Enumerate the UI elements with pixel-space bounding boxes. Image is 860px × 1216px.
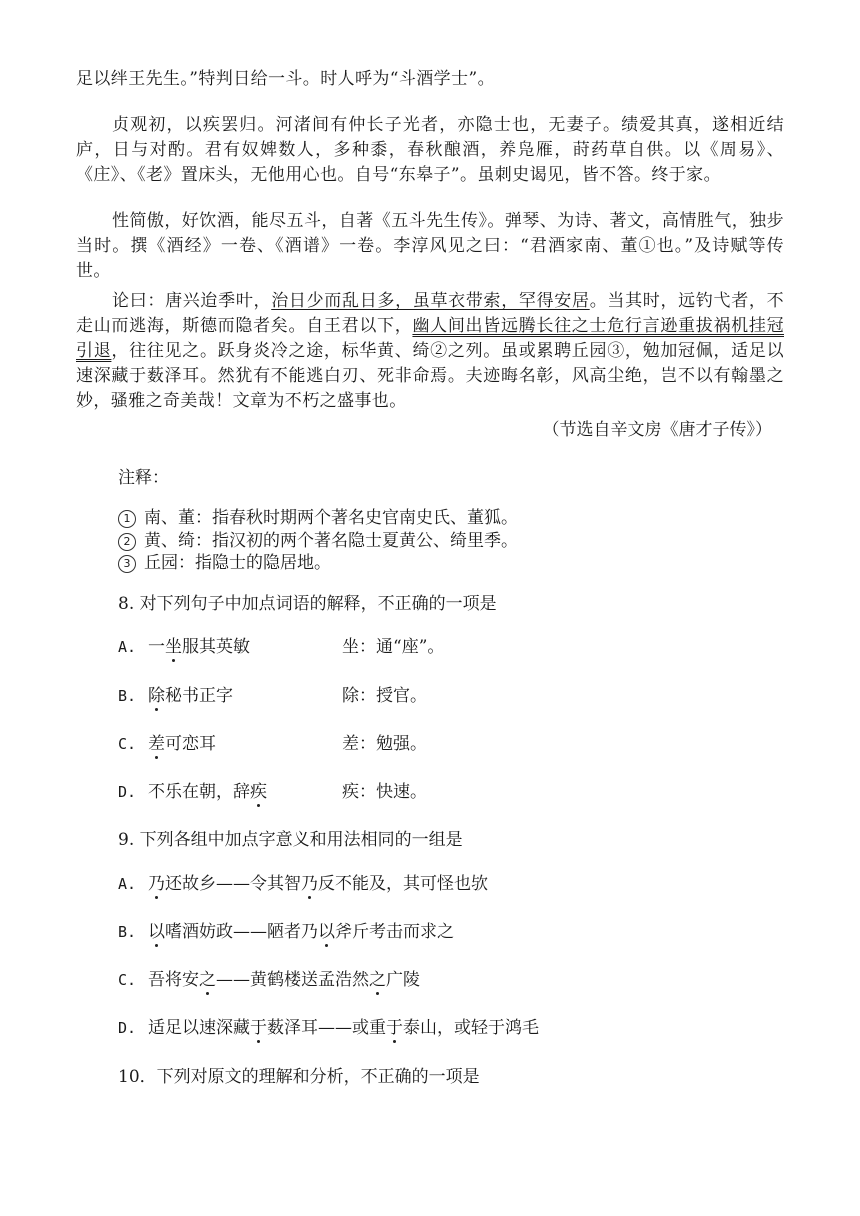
dotted-char: 之 <box>369 970 386 990</box>
option-label: A. <box>118 638 137 656</box>
dotted-word: 差 <box>148 734 165 754</box>
option-text: 广陵 <box>386 970 420 990</box>
paragraph-3-text-b: 。当其时，远钓弋者，不走山而逃海，斯德而隐者矣。自王君以下， <box>76 291 785 336</box>
dotted-char: 以 <box>318 922 335 942</box>
option-text: 秘书正字 <box>165 686 233 706</box>
notes-heading: 注释： <box>118 468 169 488</box>
note-number-badge: 3 <box>118 555 136 573</box>
paragraph-3-text-a: 论曰：唐兴迨季叶， <box>112 291 272 311</box>
option-text: 不乐在朝，辞 <box>148 782 250 802</box>
option-label: B. <box>118 687 137 705</box>
dotted-word: 疾 <box>250 782 267 802</box>
dotted-char: 乃 <box>301 874 318 894</box>
q9-option-b <box>118 920 454 944</box>
option-label: C. <box>118 971 137 989</box>
passage-paragraph-3 <box>76 289 784 414</box>
paragraph-3-text-c: ，往往见之。跃身炎冷之途，标华黄、绮②之列。虽或累聘丘园③，勉加冠佩，适足以速深藏于薮泽耳。然犹有不能逃白刃、死非命焉。夫迹晦名彰，风高尘绝，岂不以有翰墨之妙，骚雅之奇美哉！文章为不朽之盛事也。 <box>76 341 784 411</box>
option-text: 可恋耳 <box>165 734 216 754</box>
option-text: ——黄鹤楼送孟浩然 <box>216 970 369 990</box>
option-text: 吾将安 <box>148 970 199 990</box>
dotted-word: 除 <box>148 686 165 706</box>
dotted-char: 之 <box>199 970 216 990</box>
note-text: 南、董：指春秋时期两个著名史官南史氏、董狐。 <box>144 508 518 528</box>
option-text: 还故乡——令其智 <box>165 874 301 894</box>
underlined-sentence-2: 幽人间出皆远腾长往之士危行言逊重拔祸机挂冠引退 <box>76 316 784 361</box>
option-label: B. <box>118 923 137 941</box>
question-10-stem: 10．下列对原文的理解和分析，不正确的一项是 <box>118 1067 480 1087</box>
dotted-char: 乃 <box>148 874 165 894</box>
option-text: 泰山，或轻于鸿毛 <box>403 1018 539 1038</box>
q9-option-d <box>118 1016 539 1040</box>
option-explanation: 差：勉强。 <box>342 734 427 754</box>
q9-option-a <box>118 872 488 896</box>
option-label: C. <box>118 735 137 753</box>
note-text: 丘园：指隐士的隐居地。 <box>144 553 331 573</box>
option-label: A. <box>118 875 137 893</box>
passage-paragraph-1: 贞观初，以疾罢归。河渚间有仲长子光者，亦隐士也，无妻子。绩爱其真，遂相近结庐，日与对酌。君有奴婢数人，多种黍，春秋酿酒，养凫雁，莳药草自供。以《周易》、《庄》、《老》置床头，无他用心也。自号“东皋子”。虽刺史谒见，皆不答。终于家。 <box>76 115 784 185</box>
source-citation: （节选自辛文房《唐才子传》） <box>542 420 772 440</box>
dotted-word: 坐 <box>165 637 182 657</box>
note-text: 黄、绮：指汉初的两个著名隐士夏黄公、绮里季。 <box>144 531 518 551</box>
q8-option-b <box>118 684 427 708</box>
option-text: 反不能及，其可怪也欤 <box>318 874 488 894</box>
option-text: 服其英敏 <box>182 637 250 657</box>
option-text: 一 <box>148 637 165 657</box>
option-text: 适足以速深藏 <box>148 1018 250 1038</box>
note-item <box>118 530 518 552</box>
option-label: D. <box>118 783 137 801</box>
underlined-sentence-1: 治日少而乱日多，虽草衣带索，罕得安居 <box>271 291 590 311</box>
note-item <box>118 552 331 574</box>
q8-option-a <box>118 635 445 659</box>
dotted-char: 以 <box>148 922 165 942</box>
q9-option-c <box>118 968 420 992</box>
passage-paragraph-0: 足以绊王先生。”特判日给一斗。时人呼为“斗酒学士”。 <box>76 69 495 89</box>
option-label: D. <box>118 1019 137 1037</box>
note-item <box>118 507 518 529</box>
question-8-stem: 8. 对下列句子中加点词语的解释，不正确的一项是 <box>118 594 497 614</box>
q8-option-d <box>118 780 427 804</box>
option-text: 斧斤考击而求之 <box>335 922 454 942</box>
passage-paragraph-2: 性简傲，好饮酒，能尽五斗，自著《五斗先生传》。弹琴、为诗、著文，高情胜气，独步当时。撰《酒经》一卷、《酒谱》一卷。李淳风见之曰：“君酒家南、董①也。”及诗赋等传世。 <box>76 211 784 281</box>
note-number-badge: 2 <box>118 533 136 551</box>
option-explanation: 坐：通“座”。 <box>342 637 445 657</box>
note-number-badge: 1 <box>118 510 136 528</box>
question-9-stem: 9. 下列各组中加点字意义和用法相同的一组是 <box>118 830 463 850</box>
option-text: 薮泽耳——或重 <box>267 1018 386 1038</box>
option-explanation: 疾：快速。 <box>342 782 427 802</box>
dotted-char: 于 <box>386 1018 403 1038</box>
q8-option-c <box>118 732 427 756</box>
option-text: 嗜酒妨政——陋者乃 <box>165 922 318 942</box>
dotted-char: 于 <box>250 1018 267 1038</box>
option-explanation: 除：授官。 <box>342 686 427 706</box>
